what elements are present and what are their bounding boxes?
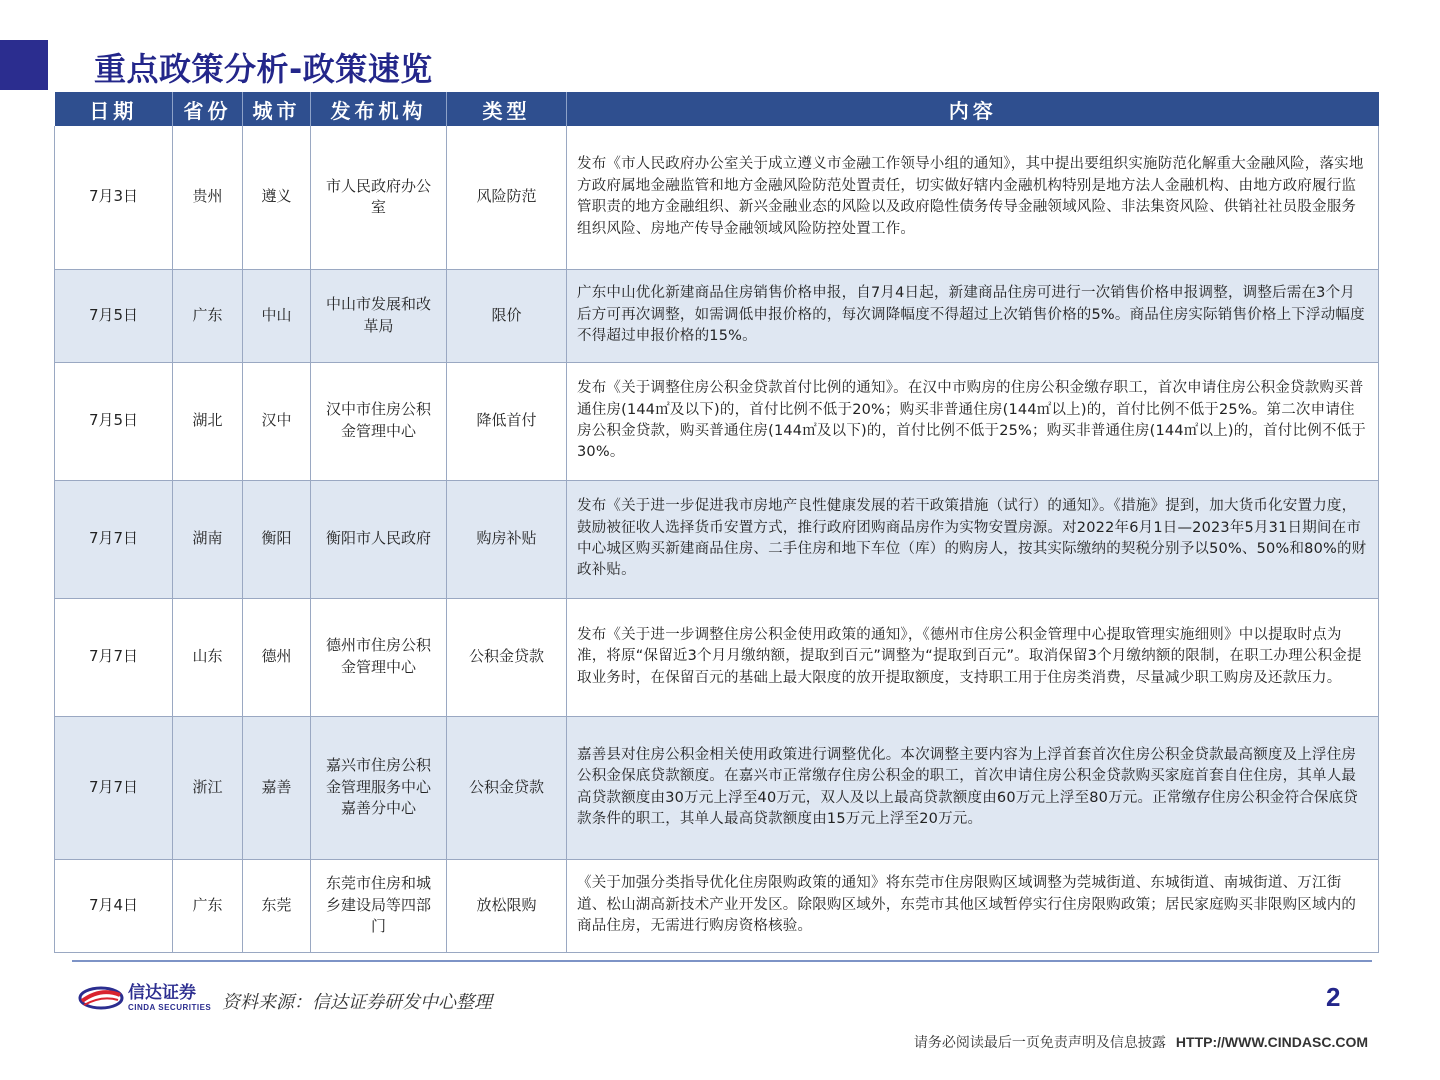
cell-content: 发布《关于进一步调整住房公积金使用政策的通知》，《德州市住房公积金管理中心提取管理实施细则》中以提取时点为准，将原“保留近3个月月缴纳额，提取到百元”调整为“提取到百元”。取消保留3个月缴纳额的限制，在职工办理公积金提取业务时，在保留百元的基础上最大限度的放开提取额度，支持职工用于住房类消费，尽量减少职工购房及还款压力。: [567, 598, 1379, 716]
table-row: [55, 362, 1379, 480]
page-number: 2: [1326, 982, 1341, 1012]
column-header-type: 类型: [447, 92, 567, 126]
cell-city: 德州: [243, 598, 311, 716]
table-row: [55, 598, 1379, 716]
cell-type: 风险防范: [447, 126, 567, 269]
cell-type: 购房补贴: [447, 480, 567, 598]
table-header-row: [55, 92, 1379, 126]
source-note: 资料来源：信达证券研发中心整理: [222, 992, 492, 1013]
table-row: [55, 126, 1379, 269]
cell-date: 7月7日: [55, 480, 173, 598]
cell-agency: 东莞市住房和城乡建设局等四部门: [311, 859, 447, 952]
policy-table: [54, 92, 1379, 953]
cell-type: 放松限购: [447, 859, 567, 952]
cell-province: 浙江: [173, 716, 243, 859]
table-row: [55, 480, 1379, 598]
logo-name-en: CINDA SECURITIES: [128, 1002, 212, 1012]
cell-date: 7月3日: [55, 126, 173, 269]
cell-date: 7月5日: [55, 362, 173, 480]
cell-city: 衡阳: [243, 480, 311, 598]
cell-content: 发布《市人民政府办公室关于成立遵义市金融工作领导小组的通知》，其中提出要组织实施防范化解重大金融风险，落实地方政府属地金融监管和地方金融风险防范处置责任，切实做好辖内金融机构特别是地方法人金融机构、由地方政府履行监管职责的地方金融组织、新兴金融业态的风险以及政府隐性债务传导金融领域风险、非法集资风险、供销社社员股金服务组织风险、房地产传导金融领域风险防控处置工作。: [567, 126, 1379, 269]
website-link[interactable]: HTTP://WWW.CINDASC.COM: [1175, 1034, 1368, 1050]
column-header-agency: 发布机构: [311, 92, 447, 126]
cell-date: 7月7日: [55, 716, 173, 859]
cell-city: 东莞: [243, 859, 311, 952]
cell-city: 中山: [243, 269, 311, 362]
company-logo: [78, 984, 211, 1012]
cell-province: 广东: [173, 859, 243, 952]
disclaimer-text: 请务必阅读最后一页免责声明及信息披露: [913, 1035, 1166, 1051]
cell-agency: 市人民政府办公室: [311, 126, 447, 269]
logo-name-cn: 信达证券: [128, 983, 196, 1003]
table-row: [55, 716, 1379, 859]
cell-province: 贵州: [173, 126, 243, 269]
cell-date: 7月5日: [55, 269, 173, 362]
cell-agency: 汉中市住房公积金管理中心: [311, 362, 447, 480]
cell-province: 山东: [173, 598, 243, 716]
column-header-city: 城市: [243, 92, 311, 126]
cell-agency: 德州市住房公积金管理中心: [311, 598, 447, 716]
cell-content: 《关于加强分类指导优化住房限购政策的通知》将东莞市住房限购区域调整为莞城街道、东城街道、南城街道、万江街道、松山湖高新技术产业开发区。除限购区域外，东莞市其他区域暂停实行住房限购政策；居民家庭购买非限购区域内的商品住房，无需进行购房资格核验。: [567, 859, 1379, 952]
cell-type: 公积金贷款: [447, 716, 567, 859]
cell-province: 湖北: [173, 362, 243, 480]
cell-city: 汉中: [243, 362, 311, 480]
cell-content: 发布《关于进一步促进我市房地产良性健康发展的若干政策措施（试行）的通知》。《措施》提到，加大货币化安置力度，鼓励被征收人选择货币安置方式，推行政府团购商品房作为实物安置房源。对2022年6月1日—2023年5月31日期间在市中心城区购买新建商品住房、二手住房和地下车位（库）的购房人，按其实际缴纳的契税分别予以50%、50%和80%的财政补贴。: [567, 480, 1379, 598]
cell-type: 公积金贷款: [447, 598, 567, 716]
disclaimer: [914, 1032, 1368, 1052]
page-title: 重点政策分析-政策速览: [94, 50, 433, 88]
cell-type: 降低首付: [447, 362, 567, 480]
cell-city: 遵义: [243, 126, 311, 269]
cell-content: 发布《关于调整住房公积金贷款首付比例的通知》。在汉中市购房的住房公积金缴存职工，首次申请住房公积金贷款购买普通住房(144㎡及以下)的，首付比例不低于20%；购买非普通住房(144㎡以上)的，首付比例不低于25%。第二次申请住房公积金贷款，购买普通住房(144㎡及以下)的，首付比例不低于25%；购买非普通住房(144㎡以上)的，首付比例不低于30%。: [567, 362, 1379, 480]
table-row: [55, 859, 1379, 952]
cell-date: 7月7日: [55, 598, 173, 716]
column-header-date: 日期: [55, 92, 173, 126]
cell-agency: 衡阳市人民政府: [311, 480, 447, 598]
cell-agency: 中山市发展和改革局: [311, 269, 447, 362]
cell-content: 广东中山优化新建商品住房销售价格申报，自7月4日起，新建商品住房可进行一次销售价格申报调整，调整后需在3个月后方可再次调整，如需调低申报价格的，每次调降幅度不得超过上次销售价格的5%。商品住房实际销售价格上下浮动幅度不得超过申报价格的15%。: [567, 269, 1379, 362]
column-header-province: 省份: [173, 92, 243, 126]
title-accent-bar: [0, 40, 48, 90]
logo-swoosh-icon: [78, 985, 124, 1011]
footer-divider: [72, 960, 1372, 962]
cell-content: 嘉善县对住房公积金相关使用政策进行调整优化。本次调整主要内容为上浮首套首次住房公积金贷款最高额度及上浮住房公积金保底贷款额度。在嘉兴市正常缴存住房公积金的职工，首次申请住房公积金贷款购买家庭首套自住住房，其单人最高贷款额度由30万元上浮至40万元，双人及以上最高贷款额度由60万元上浮至80万元。正常缴存住房公积金符合保底贷款条件的职工，其单人最高贷款额度由15万元上浮至20万元。: [567, 716, 1379, 859]
cell-date: 7月4日: [55, 859, 173, 952]
cell-province: 湖南: [173, 480, 243, 598]
cell-province: 广东: [173, 269, 243, 362]
cell-agency: 嘉兴市住房公积金管理服务中心嘉善分中心: [311, 716, 447, 859]
table-row: [55, 269, 1379, 362]
column-header-content: 内容: [567, 92, 1379, 126]
cell-city: 嘉善: [243, 716, 311, 859]
cell-type: 限价: [447, 269, 567, 362]
